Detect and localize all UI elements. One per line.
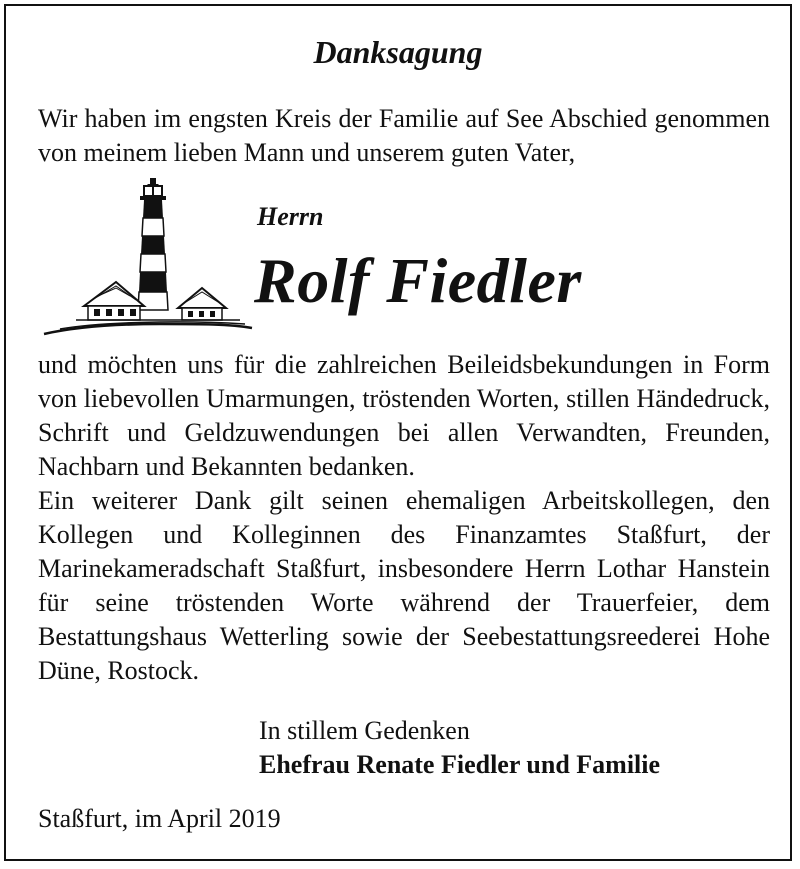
further-thanks-paragraph: Ein weiterer Dank gilt seinen ehemaligen Arbeitskollegen, den Kollegen und Kolleginnen des Finanzamtes Staßfurt, der Marinekameradschaft Staßfurt, insbesondere Herrn Lothar Hanstein für seine tröstenden Worte während der Trauerfeier, dem Bestattungshaus Wetterling sowie der Seebestattungsreederei Hohe Düne, Rostock. <box>38 486 770 685</box>
obituary-notice <box>4 4 792 861</box>
lighthouse-icon <box>40 174 254 340</box>
notice-title: Danksagung <box>313 34 483 70</box>
place-date: Staßfurt, im April 2019 <box>38 804 281 833</box>
deceased-name: Rolf Fiedler <box>254 245 582 316</box>
signature: Ehefrau Renate Fiedler und Familie <box>259 750 661 779</box>
closing-line: In stillem Gedenken <box>259 716 470 745</box>
thanks-paragraph: und möchten uns für die zahlreichen Beileidsbekundungen in Form von liebevollen Umarmungen, tröstenden Worten, stillen Händedruck, Schrift und Geldzuwendungen bei allen Verwandten, Freunden, Nachbarn und Bekannten bedanken. <box>38 350 770 481</box>
salutation: Herrn <box>257 202 324 231</box>
intro-paragraph: Wir haben im engsten Kreis der Familie auf See Abschied genommen von meinem lieben Mann und unserem guten Vater, <box>38 104 770 167</box>
